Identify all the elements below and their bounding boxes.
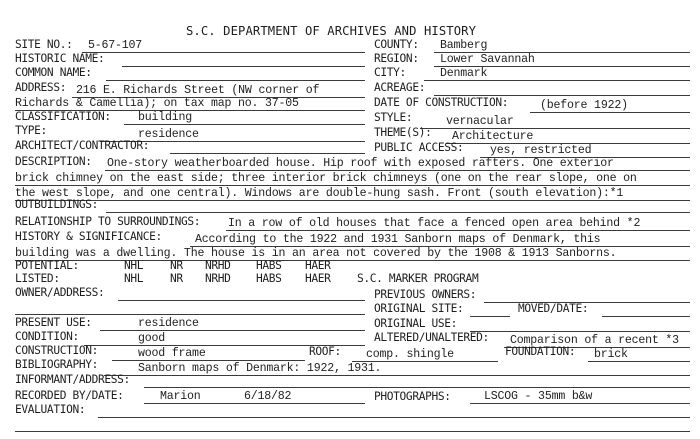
city-value: Denmark [440, 67, 488, 80]
description-label: DESCRIPTION: [15, 155, 92, 168]
evaluation-line2 [15, 431, 690, 432]
potential-nr: NR [170, 259, 183, 272]
description-underline2 [15, 185, 690, 186]
moved-date-label: MOVED/DATE: [518, 302, 589, 315]
owner-address-line2 [15, 314, 365, 315]
present-use-value: residence [138, 317, 199, 330]
classification-value: building [138, 111, 193, 124]
history-label: HISTORY & SIGNIFICANCE: [15, 230, 162, 243]
style-label: STYLE: [374, 111, 413, 124]
date-of-construction-label: DATE OF CONSTRUCTION: [374, 96, 509, 109]
date-of-construction-value: (before 1922) [540, 99, 628, 112]
bibliography-value: Sanborn maps of Denmark: 1922, 1931. [138, 362, 382, 375]
site-no-value: 5-67-107 [88, 39, 143, 52]
type-value: residence [138, 128, 199, 141]
present-use-line [100, 330, 365, 331]
moved-date-line [602, 316, 690, 317]
relationship-line [226, 230, 690, 231]
recorded-by-date: 6/18/82 [244, 390, 292, 403]
architect-line [170, 153, 365, 154]
public-access-label: PUBLIC ACCESS: [374, 141, 464, 154]
style-line [420, 128, 690, 129]
construction-label: CONSTRUCTION: [15, 344, 99, 357]
county-label: COUNTY: [374, 38, 419, 51]
form-title: S.C. DEPARTMENT OF ARCHIVES AND HISTORY [186, 24, 477, 38]
address-label: ADDRESS: [15, 81, 67, 94]
evaluation-line [98, 417, 690, 418]
listed-nhl: NHL [124, 272, 144, 285]
recorded-by-name: Marion [160, 390, 201, 403]
history-line1: According to the 1922 and 1931 Sanborn maps of Denmark, this [195, 233, 601, 246]
architect-label: ARCHITECT/CONTRACTOR: [15, 139, 150, 152]
city-line [424, 80, 690, 81]
historic-name-line [122, 66, 365, 67]
original-use-line [470, 331, 690, 332]
previous-owners-label: PREVIOUS OWNERS: [374, 288, 477, 301]
owner-address-label: OWNER/ADDRESS: [15, 286, 105, 299]
foundation-label: FOUNDATION: [505, 345, 576, 358]
photographs-label: PHOTOGRAPHS: [374, 390, 451, 403]
common-name-line [106, 80, 365, 81]
description-underline3 [15, 200, 690, 201]
style-value: vernacular [446, 115, 514, 128]
relationship-value: In a row of old houses that face a fenced open area behind *2 [228, 217, 641, 230]
outbuildings-label: OUTBUILDINGS: [15, 198, 99, 211]
original-site-line [470, 316, 510, 317]
construction-value: wood frame [138, 347, 206, 360]
bibliography-label: BIBLIOGRAPHY: [15, 358, 99, 371]
potential-nrhd: NRHD [205, 259, 231, 272]
theme-value: Architecture [452, 130, 534, 143]
informant-label: INFORMANT/ADDRESS: [15, 373, 130, 386]
description-line3: the west slope, and one central). Windows are double-hung sash. Front (south elevation):*1 [15, 187, 624, 200]
owner-address-line [118, 300, 365, 301]
photographs-line [470, 403, 690, 404]
recorded-by-line [144, 403, 365, 404]
site-no-line [82, 52, 365, 53]
evaluation-label: EVALUATION: [15, 403, 86, 416]
listed-habs: HABS [256, 272, 282, 285]
listed-haer: HAER [305, 272, 331, 285]
description-line2: brick chimney on the east side; three interior brick chimneys (one on the rear slope, one on [15, 172, 637, 185]
region-label: REGION: [374, 52, 419, 65]
description-line1: One-story weatherboarded house. Hip roof with exposed rafters. One exterior [107, 157, 614, 170]
description-underline1 [105, 170, 690, 171]
classification-line [124, 124, 365, 125]
theme-label: THEME(S): [374, 126, 432, 139]
potential-habs: HABS [256, 259, 282, 272]
foundation-value: brick [594, 348, 628, 361]
potential-nhl: NHL [124, 259, 144, 272]
roof-label: ROOF: [309, 345, 341, 358]
original-use-label: ORIGINAL USE: [374, 317, 458, 330]
construction-line [112, 360, 305, 361]
altered-label: ALTERED/UNALTERED: [374, 331, 489, 344]
outbuildings-line [106, 212, 690, 213]
relationship-label: RELATIONSHIP TO SURROUNDINGS: [15, 215, 201, 228]
present-use-label: PRESENT USE: [15, 316, 92, 329]
historic-name-label: HISTORIC NAME: [15, 52, 105, 65]
potential-label: POTENTIAL: [15, 259, 79, 272]
city-label: CITY: [374, 66, 406, 79]
marker-program-label: S.C. MARKER PROGRAM [357, 272, 479, 285]
altered-value: Comparison of a recent *3 [510, 334, 679, 347]
photographs-value: LSCOG - 35mm b&w [484, 390, 593, 403]
listed-nr: NR [170, 272, 183, 285]
informant-line [144, 387, 690, 388]
common-name-label: COMMON NAME: [15, 66, 92, 79]
site-no-label: SITE NO.: [15, 38, 73, 51]
classification-label: CLASSIFICATION: [15, 110, 111, 123]
condition-value: good [138, 332, 166, 345]
listed-nrhd: NRHD [205, 272, 231, 285]
recorded-by-label: RECORDED BY/DATE: [15, 389, 124, 402]
public-access-value: yes, restricted [490, 144, 592, 157]
date-of-construction-line [530, 112, 690, 113]
history-line2: building was a dwelling. The house is in an area not covered by the 1908 & 1913 Sanborns. [15, 247, 617, 260]
acreage-label: ACREAGE: [374, 81, 426, 94]
listed-label: LISTED: [15, 272, 60, 285]
original-site-label: ORIGINAL SITE: [374, 302, 464, 315]
condition-label: CONDITION: [15, 330, 79, 343]
region-value: Lower Savannah [440, 53, 535, 66]
history-underline2 [15, 260, 690, 261]
bibliography-line [104, 375, 690, 376]
roof-value: comp. shingle [366, 348, 454, 361]
address-line1: 216 E. Richards Street (NW corner of [76, 84, 320, 97]
county-value: Bamberg [440, 39, 488, 52]
address-line2: Richards & Camellia); on tax map no. 37-05 [15, 97, 299, 110]
foundation-line [588, 361, 690, 362]
type-label: TYPE: [15, 124, 47, 137]
potential-haer: HAER [305, 259, 331, 272]
